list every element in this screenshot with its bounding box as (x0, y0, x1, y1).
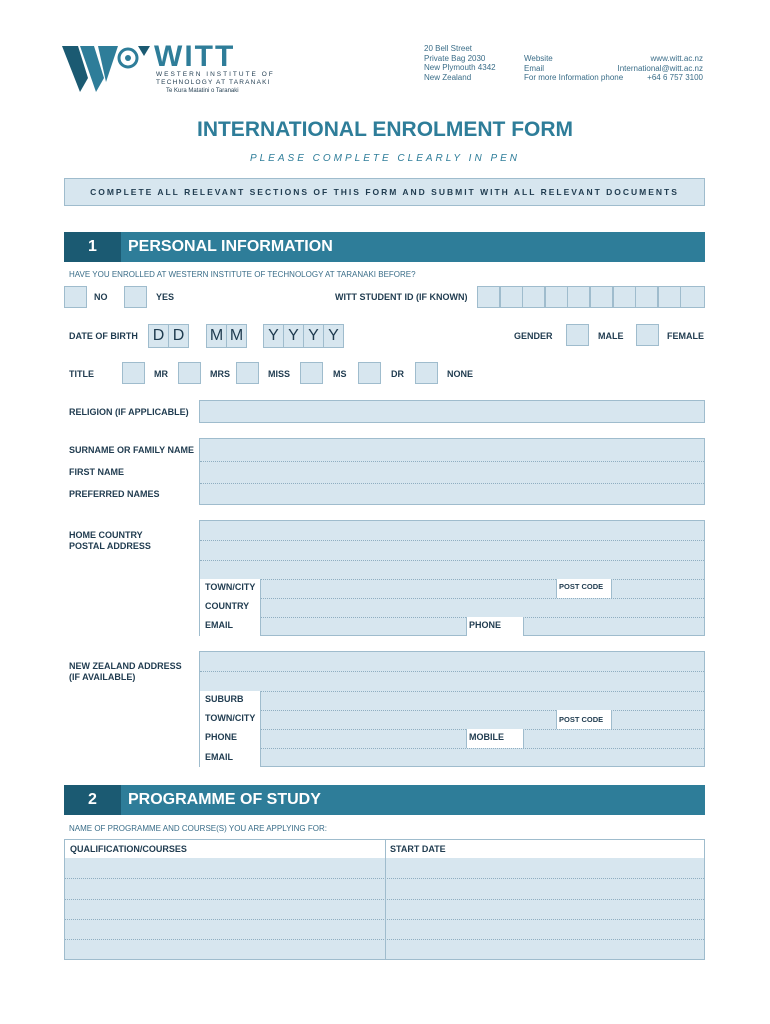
email-link[interactable]: International@witt.ac.nz (617, 63, 703, 73)
first-name-input[interactable] (200, 462, 704, 483)
dob-char: Y (323, 324, 344, 348)
first-name-label: FIRST NAME (69, 467, 124, 477)
contact-labels (524, 54, 623, 83)
nz-post-code-label: POST CODE (559, 715, 604, 724)
nz-town-city-label: TOWN/CITY (205, 713, 256, 723)
no-label: NO (94, 292, 108, 302)
home-email-input[interactable] (261, 617, 465, 635)
home-address-line1-input[interactable] (200, 521, 704, 540)
male-checkbox[interactable] (566, 324, 589, 346)
mr-label: MR (154, 369, 168, 379)
section2-number: 2 (64, 785, 121, 815)
nz-mobile-label: MOBILE (469, 732, 504, 742)
dob-char: Y (263, 324, 284, 348)
male-label: MALE (598, 331, 624, 341)
ms-checkbox[interactable] (300, 362, 323, 384)
home-country-input[interactable] (261, 598, 704, 616)
contact-values (618, 54, 704, 83)
contact-label: For more Information phone (524, 73, 624, 82)
witt-logo (62, 42, 152, 94)
address-line: Private Bag 2030 (424, 53, 486, 63)
home-town-city-input[interactable] (261, 579, 555, 597)
nz-suburb-input[interactable] (261, 691, 704, 709)
home-country-label: COUNTRY (205, 601, 250, 611)
contact-address (424, 44, 496, 82)
contact-label: Email (524, 63, 545, 73)
nz-email-input[interactable] (261, 748, 704, 766)
no-checkbox[interactable] (64, 286, 87, 308)
nz-suburb-label: SUBURB (205, 694, 244, 704)
notice-box (64, 178, 705, 206)
column-start-date: START DATE (390, 844, 446, 854)
section1-number: 1 (64, 232, 121, 262)
surname-input[interactable] (200, 439, 704, 461)
nz-address-line1-input[interactable] (200, 652, 704, 671)
mrs-label: MRS (210, 369, 230, 379)
yes-label: YES (156, 292, 175, 302)
nz-address-label-2: (IF AVAILABLE) (69, 672, 136, 682)
nz-email-label: EMAIL (205, 752, 233, 762)
section1-title: PERSONAL INFORMATION (121, 232, 705, 262)
dob-input[interactable] (148, 324, 353, 348)
form-subtitle: PLEASE COMPLETE CLEARLY IN PEN (249, 153, 521, 164)
dob-label: DATE OF BIRTH (69, 331, 138, 341)
section2-title: PROGRAMME OF STUDY (121, 785, 705, 815)
witt-logo-icon (62, 42, 152, 94)
dob-char: Y (283, 324, 304, 348)
phone-number: +64 6 757 3100 (647, 73, 703, 82)
home-address-line2-input[interactable] (200, 541, 704, 560)
none-checkbox[interactable] (415, 362, 438, 384)
nz-post-code-input[interactable] (610, 710, 704, 728)
surname-label: SURNAME OR FAMILY NAME (69, 445, 195, 455)
nz-address-line2-input[interactable] (200, 672, 704, 691)
brand-subtitle-line1: WESTERN INSTITUTE OF (156, 71, 275, 78)
preferred-names-input[interactable] (200, 484, 704, 505)
yes-checkbox[interactable] (124, 286, 147, 308)
home-address-label-2: POSTAL ADDRESS (69, 541, 151, 551)
address-line: 20 Bell Street (424, 44, 473, 53)
form-title: INTERNATIONAL ENROLMENT FORM (196, 118, 574, 141)
brand-maori: Te Kura Matatini o Taranaki (166, 88, 239, 94)
brand-name: WITT (154, 40, 236, 73)
programme-prompt: NAME OF PROGRAMME AND COURSE(S) YOU ARE APPLYING FOR: (69, 824, 327, 833)
column-qualification: QUALIFICATION/COURSES (70, 844, 187, 854)
home-phone-input[interactable] (522, 617, 704, 635)
home-post-code-label: POST CODE (559, 582, 604, 591)
nz-mobile-input[interactable] (522, 729, 704, 747)
ms-label: MS (333, 369, 347, 379)
name-fields (199, 438, 705, 505)
programme-table (64, 839, 705, 960)
column-divider (385, 840, 386, 959)
dob-char: D (148, 324, 169, 348)
notice-text: COMPLETE ALL RELEVANT SECTIONS OF THIS FORM AND SUBMIT WITH ALL RELEVANT DOCUMENTS (90, 187, 679, 197)
home-address-label-1: HOME COUNTRY (69, 530, 143, 540)
student-id-label: WITT STUDENT ID (IF KNOWN) (335, 292, 468, 302)
mrs-checkbox[interactable] (178, 362, 201, 384)
home-email-label: EMAIL (205, 620, 233, 630)
home-post-code-input[interactable] (610, 579, 704, 597)
address-line: New Zealand (424, 72, 472, 82)
miss-checkbox[interactable] (236, 362, 259, 384)
gender-label: GENDER (514, 331, 553, 341)
religion-input[interactable] (199, 400, 705, 423)
dob-char: D (168, 324, 189, 348)
address-line: New Plymouth 4342 (424, 63, 496, 72)
dr-label: DR (391, 369, 404, 379)
nz-phone-input[interactable] (261, 729, 465, 747)
dob-char: M (206, 324, 227, 348)
home-town-city-label: TOWN/CITY (205, 582, 256, 592)
nz-address-label-1: NEW ZEALAND ADDRESS (69, 661, 182, 671)
religion-label: RELIGION (IF APPLICABLE) (69, 407, 189, 417)
none-label: NONE (447, 369, 474, 379)
dr-checkbox[interactable] (358, 362, 381, 384)
miss-label: MISS (268, 369, 291, 379)
home-phone-label: PHONE (469, 620, 502, 630)
contact-label: Website (524, 54, 553, 63)
dob-char: M (226, 324, 247, 348)
brand-subtitle-line2: TECHNOLOGY AT TARANAKI (156, 79, 271, 86)
female-label: FEMALE (667, 331, 704, 341)
enrolled-question: HAVE YOU ENROLLED AT WESTERN INSTITUTE OF TECHNOLOGY AT TARANAKI BEFORE? (69, 270, 416, 279)
student-id-input[interactable] (477, 286, 705, 308)
dob-char: Y (303, 324, 324, 348)
nz-phone-label: PHONE (205, 732, 238, 742)
mr-checkbox[interactable] (122, 362, 145, 384)
website-link[interactable]: www.witt.ac.nz (650, 54, 703, 63)
title-label: TITLE (69, 369, 94, 379)
nz-town-city-input[interactable] (261, 710, 555, 728)
female-checkbox[interactable] (636, 324, 659, 346)
preferred-names-label: PREFERRED NAMES (69, 489, 160, 499)
